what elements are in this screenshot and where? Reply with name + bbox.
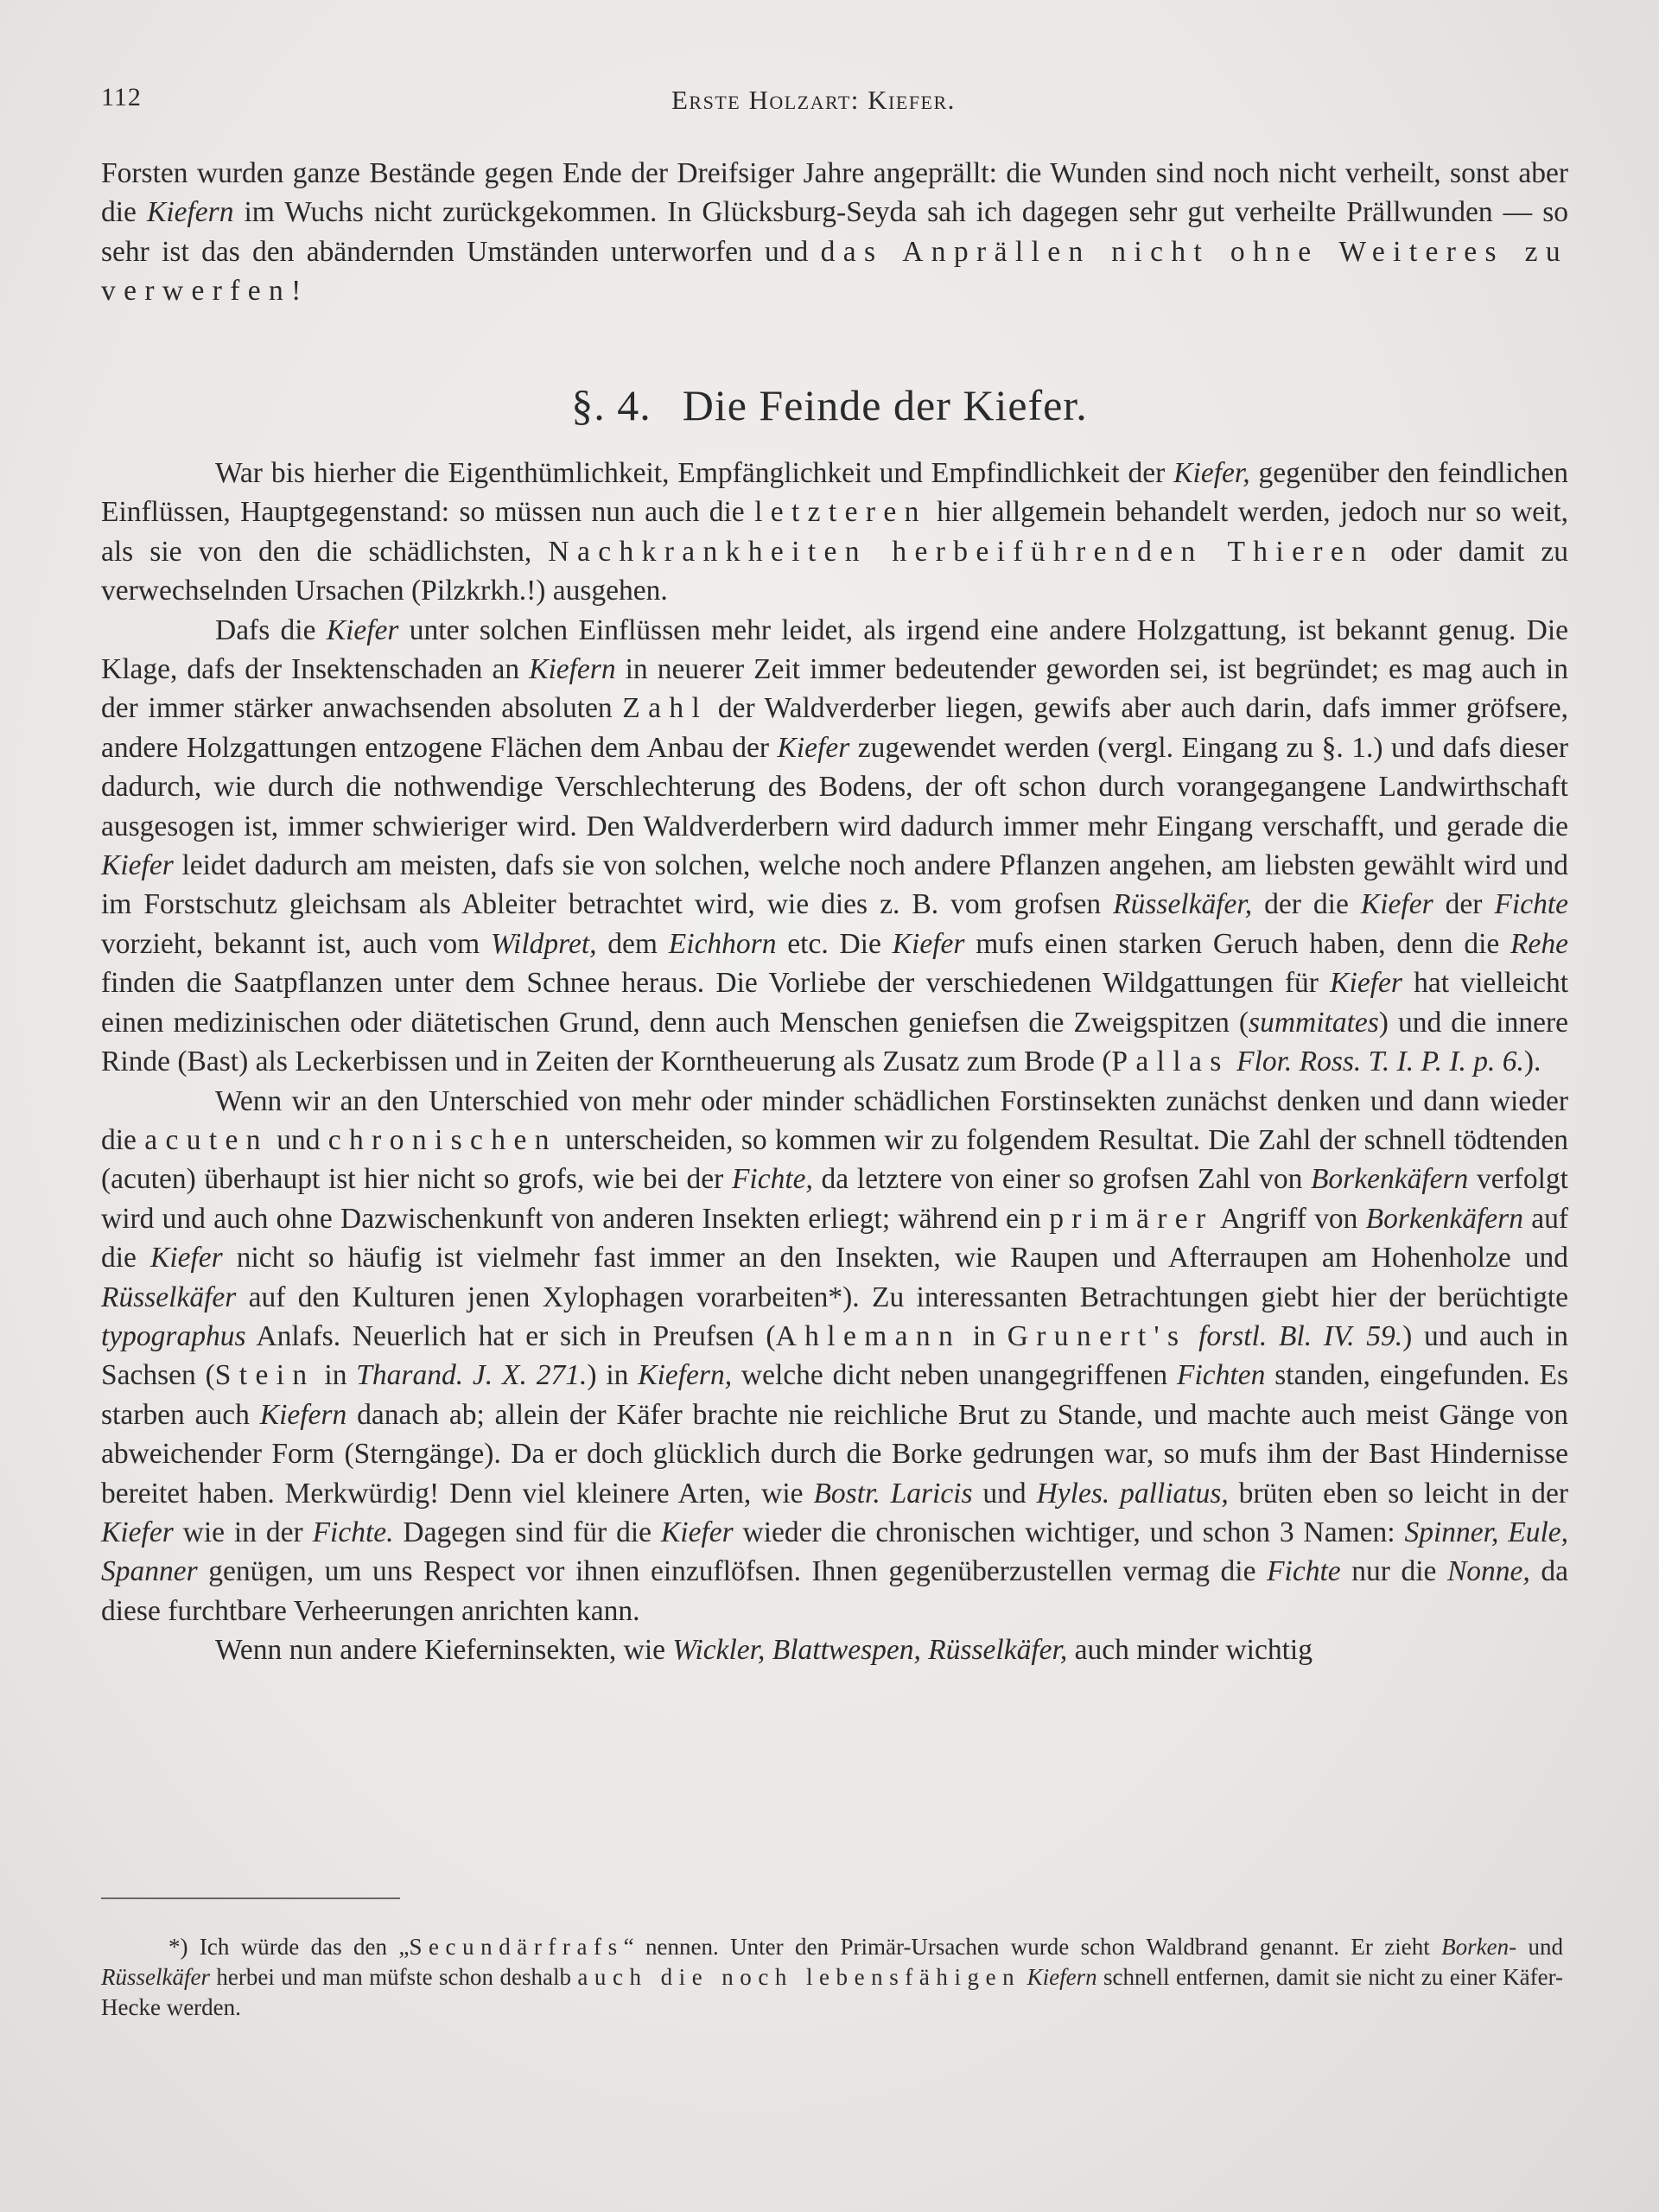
text-run: Dagegen sind für die bbox=[393, 1516, 661, 1548]
text-run: unterscheiden, so kommen wir zu folgendem Resultat. Die Zahl der schnell tödtenden (acuten) überhaupt ist hier nicht so grofs, wie bei der bbox=[101, 1123, 1569, 1196]
text-run: auf die bbox=[101, 1202, 1569, 1274]
text-run: dem bbox=[596, 927, 669, 960]
italic-term: Kiefer bbox=[326, 613, 399, 646]
text-run: danach ab; allein der Käfer brachte nie reichliche Brut zu Stande, und machte auch meist Gänge von abweichender Form (Sterngänge). Da er doch glücklich durch die Borke gedrungen war, so mufs ihm der Bast Hindernisse bereitet haben. Merkwürdig! Denn viel kleinere Arten, wie bbox=[101, 1398, 1568, 1510]
italic-term: Hyles. palliatus, bbox=[1036, 1477, 1229, 1510]
section-number: §. 4. bbox=[571, 381, 652, 429]
text-run: unter solchen Einflüssen mehr leidet, als irgend eine andere Holzgattung, ist bekannt genug. Die Klage, dafs der Insektenschaden an bbox=[101, 613, 1568, 686]
italic-term: Kiefer bbox=[101, 1516, 174, 1548]
footnote-text bbox=[101, 1932, 1563, 2023]
footnote-divider bbox=[101, 1897, 400, 1899]
italic-term: Borken- bbox=[1441, 1934, 1517, 1960]
text-run: ) und die innere Rinde (Bast) als Leckerbissen und in Zeiten der Korntheuerung als Zusatz zum Brode ( bbox=[101, 1006, 1568, 1078]
text-run: zugewendet werden (vergl. Eingang zu §. 1.) und dafs dieser dadurch, wie durch die nothwendige Verschlechterung des Bodens, der oft schon durch vorangegangene Landwirthschaft ausgesogen ist, immer schwieriger wird. Den Waldverderbern wird dadurch immer mehr Eingang verschafft, und gerade die bbox=[101, 731, 1568, 842]
text-run bbox=[1230, 1046, 1236, 1077]
italic-term: Rüsselkäfer bbox=[101, 1964, 210, 1990]
text-run: mufs einen starken Geruch haben, denn die bbox=[964, 927, 1511, 960]
text-run: hier allgemein behandelt werden, jedoch nur so weit, als sie von den die schädlichsten, bbox=[101, 496, 1568, 568]
text-run: auf den Kulturen jenen Xylophagen vorarbeiten*). Zu interessanten Betrachtungen giebt hier der berüchtigte bbox=[236, 1281, 1568, 1313]
spaced-emphasis: Pallas bbox=[1111, 1046, 1230, 1078]
text-run: Forsten wurden ganze Bestände gegen Ende der Dreifsiger Jahre angeprällt: die Wunden sind noch nicht verheilt, sonst aber die bbox=[101, 157, 1568, 229]
italic-term: Wildpret, bbox=[490, 927, 597, 960]
text-run: verfolgt wird und auch ohne Dazwischenkunft von anderen Insekten erliegt; während ein bbox=[101, 1163, 1568, 1235]
italic-term: Kiefern bbox=[146, 196, 234, 229]
text-run: Angriff von bbox=[1213, 1202, 1366, 1235]
text-run bbox=[1186, 1320, 1198, 1352]
text-run: und bbox=[972, 1477, 1037, 1510]
text-run: da diese furchtbare Verheerungen anrichten kann. bbox=[101, 1555, 1568, 1627]
italic-term: Kiefer bbox=[1360, 888, 1433, 921]
text-run: vorzieht, bekannt ist, auch vom bbox=[101, 927, 491, 960]
text-run: herbei und man müfste schon deshalb bbox=[209, 1964, 578, 1990]
text-run: nur die bbox=[1340, 1555, 1447, 1588]
page-number: 112 bbox=[101, 83, 142, 111]
text-run: *) Ich würde das den „ bbox=[168, 1934, 410, 1960]
running-head bbox=[101, 83, 1570, 126]
spaced-emphasis: Ahlemann bbox=[775, 1319, 962, 1352]
italic-term: Kiefer bbox=[101, 849, 174, 882]
spaced-emphasis: Zahl bbox=[622, 692, 709, 725]
main-text bbox=[101, 454, 1568, 1670]
text-run: finden die Saatpflanzen unter dem Schnee heraus. Die Vorliebe der verschiedenen Wildgattungen für bbox=[101, 967, 1331, 1000]
text-run: im Wuchs nicht zurückgekommen. In Glücksburg-Seyda sah ich dagegen sehr gut verheilte Prällwunden — so sehr ist das den abändernden Umständen unterworfen und bbox=[101, 196, 1568, 268]
italic-term: Rehe bbox=[1510, 927, 1568, 960]
italic-term: forstl. Bl. IV. 59. bbox=[1198, 1319, 1403, 1352]
text-run: wie in der bbox=[173, 1516, 313, 1548]
paragraph bbox=[101, 611, 1568, 1082]
italic-term: Kiefer, bbox=[1173, 457, 1250, 489]
text-run: wieder die chronischen wichtiger, und schon 3 Namen: bbox=[733, 1516, 1405, 1548]
text-run: War bis hierher die Eigenthümlichkeit, Empfänglichkeit und Empfindlichkeit der bbox=[215, 457, 1174, 489]
text-run: in bbox=[315, 1359, 357, 1392]
spaced-emphasis: das Anprällen nicht ohne Weiteres zu verwerfen! bbox=[101, 235, 1569, 308]
text-run: welche dicht neben unangegriffenen bbox=[732, 1359, 1178, 1392]
italic-term: summitates bbox=[1249, 1006, 1379, 1039]
text-run: standen, eingefunden. Es starben auch bbox=[101, 1359, 1569, 1431]
italic-term: Rüsselkäfer bbox=[101, 1281, 237, 1313]
spaced-emphasis: Nachkrankheiten herbeiführenden Thieren bbox=[548, 535, 1375, 568]
spaced-emphasis: Secundärfrafs bbox=[409, 1934, 624, 1960]
paragraph bbox=[101, 454, 1568, 611]
italic-term: Fichte, bbox=[731, 1163, 813, 1196]
italic-term: Kiefern bbox=[259, 1398, 347, 1431]
text-run: Anlafs. Neuerlich hat er sich in Preufsen ( bbox=[245, 1319, 776, 1352]
text-run: brüten eben so leicht in der bbox=[1228, 1477, 1568, 1510]
text-run bbox=[1020, 1964, 1027, 1990]
text-run: der die bbox=[1252, 888, 1361, 921]
italic-term: Flor. Ross. T. I. P. I. p. 6. bbox=[1236, 1046, 1524, 1078]
text-run: hat vielleicht einen medizinischen oder diätetischen Grund, denn auch Menschen geniefsen die Zweigspitzen ( bbox=[101, 967, 1568, 1039]
italic-term: typographus bbox=[101, 1319, 246, 1352]
italic-term: Kiefer bbox=[1330, 967, 1402, 1000]
italic-term: Kiefer bbox=[892, 927, 965, 960]
text-run: genügen, um uns Respect vor ihnen einzuflöfsen. Ihnen gegenüberzustellen vermag die bbox=[197, 1555, 1268, 1588]
spaced-emphasis: Grunert's bbox=[1007, 1319, 1187, 1352]
italic-term: Fichten bbox=[1177, 1359, 1266, 1392]
text-run: in bbox=[961, 1319, 1007, 1352]
intro-paragraph bbox=[101, 154, 1568, 311]
text-run: Wenn wir an den Unterschied von mehr oder minder schädlichen Forstinsekten zunächst denken und dann wieder die bbox=[101, 1084, 1568, 1156]
italic-term: Wickler, Blattwespen, Rüsselkäfer, bbox=[672, 1634, 1068, 1667]
italic-term: Kiefer bbox=[660, 1516, 734, 1548]
text-run: oder damit zu verwechselnden Ursachen (Pilzkrkh.!) ausgehen. bbox=[101, 535, 1569, 607]
paragraph bbox=[101, 1630, 1568, 1669]
text-run: der Waldverderber liegen, gewifs aber auch darin, dafs immer gröfsere, andere Holzgattungen entzogene Flächen dem Anbau der bbox=[101, 692, 1568, 764]
text-run: ). bbox=[1523, 1046, 1541, 1078]
spaced-emphasis: Stein bbox=[214, 1359, 315, 1392]
text-run: Wenn nun andere Kieferninsekten, wie bbox=[215, 1634, 673, 1667]
spaced-emphasis: acuten bbox=[144, 1123, 269, 1156]
italic-term: Kiefer bbox=[149, 1242, 223, 1274]
spaced-emphasis: chronischen bbox=[327, 1123, 557, 1156]
italic-term: Kiefern, bbox=[638, 1359, 733, 1392]
text-run: da letztere von einer so grofsen Zahl von bbox=[812, 1163, 1311, 1196]
italic-term: Kiefern bbox=[529, 653, 616, 686]
italic-term: Bostr. Laricis bbox=[813, 1477, 973, 1510]
spaced-emphasis: auch die noch lebensfähigen bbox=[577, 1964, 1021, 1990]
text-run: und bbox=[1516, 1934, 1564, 1960]
text-run: und bbox=[268, 1123, 328, 1156]
footnote bbox=[101, 1932, 1563, 2023]
text-run: schnell entfernen, damit sie nicht zu einer Käfer-Hecke werden. bbox=[101, 1964, 1564, 2020]
italic-term: Eichhorn bbox=[668, 927, 777, 960]
italic-term: Borkenkäfern bbox=[1310, 1163, 1469, 1196]
text-run: gegenüber den feindlichen Einflüssen, Hauptgegenstand: so müssen nun auch die bbox=[101, 457, 1568, 529]
paragraph bbox=[101, 1082, 1568, 1631]
intro-text bbox=[101, 154, 1568, 311]
text-run: in neuerer Zeit immer bedeutender geworden sei, ist begründet; es mag auch in der immer stärker anwachsenden absoluten bbox=[101, 653, 1568, 725]
italic-term: Tharand. J. X. 271. bbox=[356, 1359, 588, 1392]
text-run: nicht so häufig ist vielmehr fast immer an den Insekten, wie Raupen und Afterraupen am Hohenholze und bbox=[222, 1242, 1568, 1274]
italic-term: Spinner, Eule, Spanner bbox=[101, 1516, 1569, 1588]
text-run: auch minder wichtig bbox=[1067, 1634, 1313, 1667]
text-run: “ nennen. Unter den Primär-Ursachen wurde schon Waldbrand genannt. Er zieht bbox=[623, 1934, 1442, 1960]
text-run: etc. Die bbox=[776, 927, 893, 960]
italic-term: Kiefern bbox=[1027, 1964, 1097, 1990]
italic-term: Fichte bbox=[1267, 1555, 1341, 1588]
text-run: der bbox=[1433, 888, 1495, 921]
text-run: Dafs die bbox=[215, 613, 327, 646]
spaced-emphasis: letzteren bbox=[754, 496, 927, 529]
text-run: ) in bbox=[587, 1359, 639, 1392]
text-run: ) und auch in Sachsen ( bbox=[101, 1319, 1568, 1392]
text-run: leidet dadurch am meisten, dafs sie von solchen, welche noch andere Pflanzen angehen, am liebsten gewählt wird und im Forstschutz gleichsam als Ableiter betrachtet wird, wie dies z. B. vom grofsen bbox=[101, 849, 1568, 921]
italic-term: Rüsselkäfer, bbox=[1113, 888, 1253, 921]
italic-term: Borkenkäfern bbox=[1365, 1202, 1523, 1235]
italic-term: Nonne, bbox=[1446, 1555, 1530, 1588]
italic-term: Fichte bbox=[1494, 888, 1569, 921]
section-heading bbox=[0, 380, 1659, 430]
spaced-emphasis: primärer bbox=[1049, 1202, 1214, 1235]
section-title: Die Feinde der Kiefer. bbox=[682, 381, 1088, 429]
running-title: Erste Holzart: Kiefer. bbox=[671, 85, 956, 115]
italic-term: Fichte. bbox=[312, 1516, 394, 1548]
italic-term: Kiefer bbox=[777, 731, 850, 764]
